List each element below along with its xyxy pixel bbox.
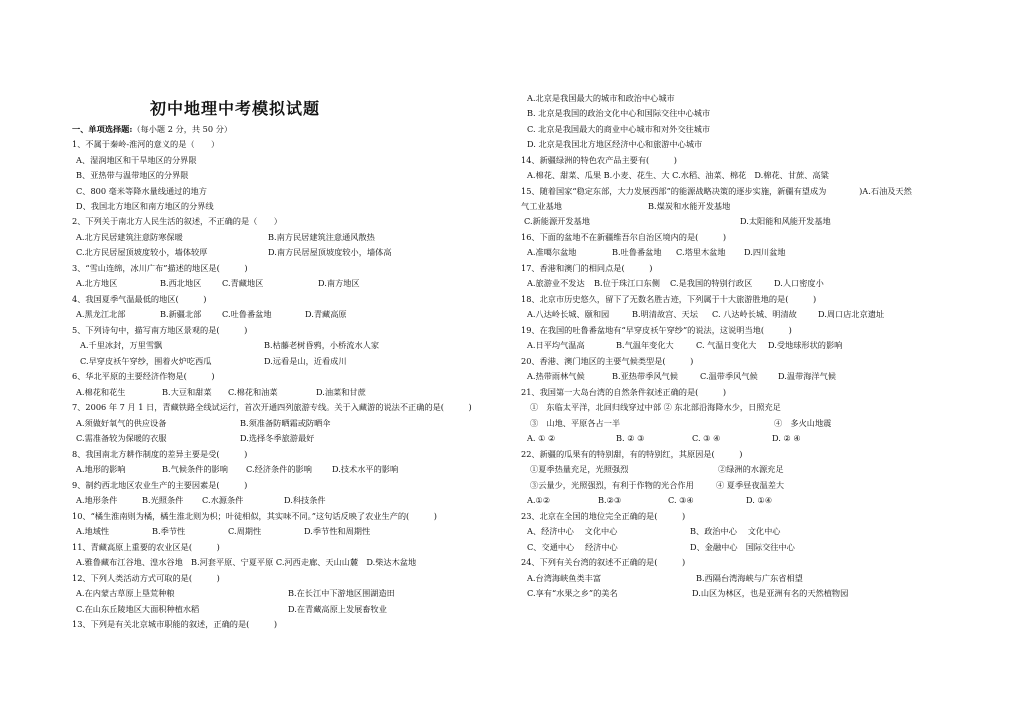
- q22-statement-4: ④ 夏季昼夜温差大: [716, 480, 785, 490]
- q20-option-a: A.热带雨林气候: [527, 371, 585, 381]
- q21-option-a: A. ① ②: [527, 433, 556, 443]
- question-17: 17、香港和澳门的相同点是( ): [521, 263, 653, 273]
- q1-option-a: A、湿润地区和干旱地区的分界限: [76, 155, 197, 165]
- q2-option-b: B.南方民居建筑注意通风散热: [268, 232, 375, 242]
- question-12: 12、下列人类活动方式可取的是( ): [72, 573, 220, 583]
- question-9: 9、制约西北地区农业生产的主要因素是( ): [72, 480, 248, 490]
- q13-option-a: A.北京是我国最大的城市和政治中心城市: [527, 93, 675, 103]
- q6-option-d: D.油菜和甘蔗: [316, 387, 366, 397]
- q6-option-c: C.棉花和油菜: [228, 387, 278, 397]
- q3-option-b: B.西北地区: [160, 278, 202, 288]
- q18-option-b: B.明清故宫、天坛: [632, 309, 698, 319]
- q9-option-c: C.水源条件: [202, 495, 244, 505]
- q22-option-a: A.①②: [527, 495, 551, 505]
- q3-option-c: C.青藏地区: [222, 278, 264, 288]
- q23-option-d: D、金融中心 国际交往中心: [690, 542, 795, 552]
- q6-option-b: B.大豆和甜菜: [162, 387, 212, 397]
- q13-option-b: B. 北京是我国的政治文化中心和国际交往中心城市: [527, 108, 711, 118]
- q4-option-b: B.新疆北部: [160, 309, 202, 319]
- q7-option-a: A.须做好氧气的供应设备: [76, 418, 167, 428]
- q15-option-b: B.煤炭和水能开发基地: [648, 201, 731, 211]
- question-13: 13、下列是有关北京城市职能的叙述，正确的是( ): [72, 619, 278, 629]
- q22-option-c: C. ③④: [668, 495, 694, 505]
- q7-option-d: D.选择冬季旅游最好: [240, 433, 315, 443]
- q18-option-d: D.周口店北京遗址: [818, 309, 885, 319]
- q3-option-a: A.北方地区: [76, 278, 118, 288]
- q21-option-b: B. ② ③: [616, 433, 645, 443]
- q16-option-a: A.准噶尔盆地: [527, 247, 577, 257]
- q19-option-a: A.日平均气温高: [527, 340, 585, 350]
- q6-option-a: A.棉花和花生: [76, 387, 126, 397]
- q20-option-b: B.亚热带季风气候: [612, 371, 678, 381]
- q21-statement-4: ④ 多火山地震: [774, 418, 832, 428]
- question-11: 11、青藏高原上重要的农业区是( ): [72, 542, 220, 552]
- q24-option-c: C.享有“水果之乡”的美名: [527, 588, 618, 598]
- q21-option-d: D. ② ④: [772, 433, 801, 443]
- q21-option-c: C. ③ ④: [692, 433, 721, 443]
- q12-option-c: C.在山东丘陵地区大面积种植水稻: [76, 604, 200, 614]
- q13-option-c: C. 北京是我国最大的商业中心城市和对外交往城市: [527, 124, 711, 134]
- q10-option-c: C.周期性: [228, 526, 262, 536]
- question-8: 8、我国南北方耕作制度的差异主要是受( ): [72, 449, 248, 459]
- q9-option-d: D.科技条件: [284, 495, 326, 505]
- q8-option-b: B.气候条件的影响: [162, 464, 228, 474]
- q11-options: A.雅鲁藏布江谷地、湟水谷地 B.河套平原、宁夏平原 C.河西走廊、天山山麓 D.柴达木盆地: [76, 557, 417, 567]
- q16-option-d: D.四川盆地: [744, 247, 786, 257]
- question-10: 10、“橘生淮南则为橘，橘生淮北则为枳；叶徒相似，其实味不同。”这句话反映了农业生产的( ): [72, 511, 437, 521]
- q5-option-d: D.远看是山，近看成川: [264, 356, 347, 366]
- q22-option-b: B.②③: [598, 495, 622, 505]
- q1-option-b: B、亚热带与温带地区的分界限: [76, 170, 189, 180]
- question-23: 23、北京在全国的地位完全正确的是( ): [521, 511, 686, 521]
- q17-option-a: A.旅游业不发达: [527, 278, 585, 288]
- q5-option-c: C.早穿皮袄午穿纱，围着火炉吃西瓜: [80, 356, 212, 366]
- question-3: 3、“雪山连绵，冰川广布”描述的地区是( ): [72, 263, 248, 273]
- q12-option-b: B.在长江中下游地区围湖造田: [288, 588, 395, 598]
- q1-option-c: C、800 毫米等降水量线通过的地方: [76, 186, 207, 196]
- q1-option-d: D、我国北方地区和南方地区的分界线: [76, 201, 214, 211]
- q8-option-c: C.经济条件的影响: [246, 464, 312, 474]
- question-1: 1、不属于秦岭-淮河的意义的是（ ）: [72, 139, 220, 149]
- q2-option-a: A.北方民居建筑注意防寒保暖: [76, 232, 183, 242]
- q17-option-d: D.人口密度小: [774, 278, 824, 288]
- q19-option-b: B.气温年变化大: [616, 340, 674, 350]
- q15-option-d: D.太阳能和风能开发基地: [740, 216, 831, 226]
- question-2: 2、下列关于南北方人民生活的叙述，不正确的是（ ）: [72, 216, 282, 226]
- q4-option-a: A.黑龙江北部: [76, 309, 126, 319]
- q5-option-a: A.千里冰封，万里雪飘: [80, 340, 163, 350]
- question-5: 5、下列诗句中，描写南方地区景观的是( ): [72, 325, 248, 335]
- question-18: 18、北京市历史悠久，留下了无数名胜古迹，下列属于十大旅游胜地的是( ): [521, 294, 817, 304]
- q15-option-a-cont: 气工业基地: [521, 201, 562, 211]
- q9-option-b: B.光照条件: [142, 495, 184, 505]
- question-21: 21、我国第一大岛台湾的自然条件叙述正确的是( ): [521, 387, 727, 397]
- q18-option-a: A.八达岭长城、颐和园: [527, 309, 610, 319]
- question-16: 16、下面的盆地不在新疆维吾尔自治区境内的是( ): [521, 232, 727, 242]
- q16-option-b: B.吐鲁番盆地: [612, 247, 662, 257]
- question-4: 4、我国夏季气温最低的地区( ): [72, 294, 207, 304]
- question-22: 22、新疆的瓜果有的特别甜，有的特别红，其原因是( ): [521, 449, 743, 459]
- q22-option-d: D. ①④: [746, 495, 773, 505]
- q17-option-b: B.位于珠江口东侧: [594, 278, 660, 288]
- q24-option-d: D.山区为林区，也是亚洲有名的天然植物园: [692, 588, 849, 598]
- q22-statement-3: ③云量少，光照强烈，有利于作物的光合作用: [530, 480, 694, 490]
- section-heading: [72, 124, 232, 134]
- q23-option-c: C、交通中心 经济中心: [527, 542, 618, 552]
- q9-option-a: A.地形条件: [76, 495, 118, 505]
- q22-statement-2: ②绿洲的水源充足: [718, 464, 784, 474]
- q7-option-c: C.需准备较为保暖的衣服: [76, 433, 167, 443]
- q19-option-c: C. 气温日变化大: [696, 340, 757, 350]
- q20-option-c: C.温带季风气候: [700, 371, 758, 381]
- page-title: 初中地理中考模拟试题: [150, 99, 321, 118]
- q21-statement-3: ③ 山地、平原各占一半: [530, 418, 621, 428]
- q15-option-c: C.新能源开发基地: [524, 216, 590, 226]
- q16-option-c: C.塔里木盆地: [676, 247, 726, 257]
- q2-option-d: D.南方民居屋顶坡度较小，墙体高: [268, 247, 392, 257]
- q21-statement-1-2: ① 东临太平洋，北回归线穿过中部 ② 东北部沿海降水少，日照充足: [530, 402, 781, 412]
- q3-option-d: D.南方地区: [318, 278, 360, 288]
- q17-option-c: C.是我国的特别行政区: [670, 278, 753, 288]
- q13-option-d: D. 北京是我国北方地区经济中心和旅游中心城市: [527, 139, 703, 149]
- q19-option-d: D.受地球形状的影响: [768, 340, 843, 350]
- q18-option-c: C. 八达岭长城、明清故: [712, 309, 797, 319]
- q10-option-a: A.地域性: [76, 526, 110, 536]
- q12-option-d: D.在青藏高原上发展畜牧业: [288, 604, 387, 614]
- q24-option-a: A.台湾海峡鱼类丰富: [527, 573, 602, 583]
- question-6: 6、华北平原的主要经济作物是( ): [72, 371, 215, 381]
- q8-option-d: D.技术水平的影响: [332, 464, 399, 474]
- question-14: 14、新疆绿洲的特色农产品主要有( ): [521, 155, 677, 165]
- question-7: 7、2006 年 7 月 1 日，青藏铁路全线试运行，首次开通四列旅游专线。关于入藏游的说法不正确的是( ): [72, 402, 472, 412]
- section-note: （每小题 2 分，共 50 分）: [132, 124, 233, 134]
- q7-option-b: B.须准备防晒霜或防晒伞: [240, 418, 331, 428]
- q12-option-a: A.在内蒙古草原上垦荒种粮: [76, 588, 175, 598]
- q14-options: A.棉花、甜菜、瓜果 B.小麦、花生、大 C.水稻、油菜、棉花 D.棉花、甘蔗、高粱: [527, 170, 829, 180]
- question-20: 20、香港、澳门地区的主要气候类型是( ): [521, 356, 694, 366]
- q2-option-c: C.北方民居屋顶坡度较小，墙体较厚: [76, 247, 208, 257]
- question-19: 19、在我国的吐鲁番盆地有“早穿皮袄午穿纱”的说法，这说明当地( ): [521, 325, 792, 335]
- q20-option-d: D.温带海洋气候: [778, 371, 836, 381]
- q10-option-b: B.季节性: [152, 526, 186, 536]
- q23-option-a: A、经济中心 文化中心: [527, 526, 618, 536]
- section-title: 一、单项选择题:: [72, 124, 133, 134]
- q24-option-b: B.西隔台湾海峡与广东省相望: [696, 573, 803, 583]
- q4-option-d: D.青藏高原: [305, 309, 347, 319]
- question-24: 24、下列有关台湾的叙述不正确的是( ): [521, 557, 686, 567]
- q4-option-c: C.吐鲁番盆地: [222, 309, 272, 319]
- q23-option-b: B、政治中心 文化中心: [690, 526, 781, 536]
- q10-option-d: D.季节性和周期性: [304, 526, 371, 536]
- q8-option-a: A.地形的影响: [76, 464, 126, 474]
- question-15: 15、随着国家“稳定东部，大力发展西部”的能源战略决策的逐步实施，新疆有望成为 )A.石油及天然: [521, 186, 912, 196]
- q22-statement-1: ①夏季热量充足，光照强烈: [530, 464, 629, 474]
- q5-option-b: B.枯藤老树昏鸦，小桥流水人家: [264, 340, 380, 350]
